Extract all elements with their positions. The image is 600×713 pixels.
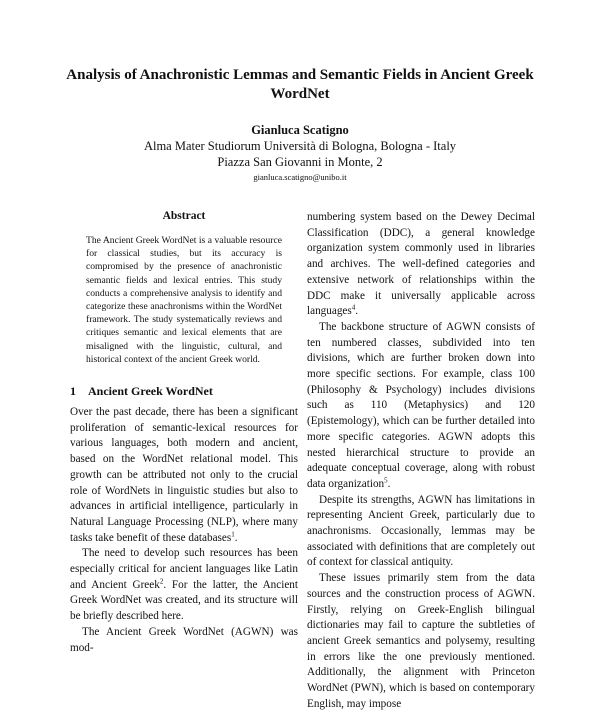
author-email: gianluca.scatigno@unibo.it	[253, 172, 347, 182]
paper-title: Analysis of Anachronistic Lemmas and Semantic Fields in Ancient Greek WordNet	[66, 67, 534, 102]
footnote-marker: 2	[159, 577, 164, 586]
section-number: 1	[70, 384, 76, 399]
paragraph	[307, 210, 535, 320]
footnote-marker: 5	[384, 476, 388, 485]
paragraph	[70, 625, 298, 656]
footnote-marker: 1	[231, 529, 235, 538]
author-affiliation: Alma Mater Studiorum Università di Bologna, Bologna - Italy	[143, 139, 457, 153]
author-name: Gianluca Scatigno	[251, 123, 349, 137]
paragraph-text: The backbone structure of AGWN consists of ten numbered classes, subdivided into ten divisions, which are further broken down into more specific sections. For example, class 100 (Philosophy & Psychology) includes divisions such as 110 (Metaphysics) and 120 (Epistemology), which can be further detailed into more specific categories. AGWN adopts this nested hierarchical structure to provide an adequate conceptual coverage, along with robust data organization	[307, 320, 535, 490]
paragraph-text: Over the past decade, there has been a significant proliferation of semantic-lexical resources for various languages, both modern and ancient, based on the WordNet relational model. This growth can be attributed not only to the crucial role of WordNets in linguistic studies but also to advances in artificial intelligence, particularly in Natural Language Processing (NLP), where many tasks take benefit of these databases	[70, 406, 298, 544]
right-column	[307, 210, 535, 713]
author-block	[60, 122, 540, 184]
paragraph-text: .	[355, 305, 359, 318]
section-title: Ancient Greek WordNet	[88, 384, 213, 399]
paragraph	[307, 320, 535, 493]
abstract-text: The Ancient Greek WordNet is a valuable resource for classical studies, but its accuracy is compromised by the presence of anachronistic semantic fields and lexical entries. This study conducts a comprehensive analysis to identify and categorize these anachronisms within the WordNet framework. The study systematically reviews and critiques semantic and lexical elements that are misaligned with the linguistic, cultural, and historical context of the ancient Greek world.	[86, 235, 282, 365]
paragraph-text: The Ancient Greek WordNet (AGWN) was mod-	[70, 625, 298, 654]
paragraph-text: . For the latter, the Ancient Greek WordNet was created, and its structure will be briefly described here.	[70, 578, 298, 623]
paragraph: Over the past decade, there has been a significant proliferation of semantic-lexical resources for various languages, both modern and ancient, based on the WordNet relational model. This growth can be attributed not only to the crucial role of WordNets in linguistic studies but also to advances in artificial intelligence, particularly in Natural Language Processing (NLP), where many tasks take benefit of these databases$^1$.	[70, 406, 298, 544]
author-address: Piazza San Giovanni in Monte, 2	[217, 155, 383, 169]
section-heading	[70, 384, 298, 399]
paragraph: These issues primarily stem from the data sources and the construction process of AGWN. Firstly, relying on Greek-English bilingual dictionaries may fail to capture the subtleties of ancient Greek semantics and polysemy, resulting in errors like the one previously mentioned. Additionally, the alignment with Princeton WordNet (PWN), which is based on contemporary English, may impose	[307, 572, 535, 710]
abstract-heading: Abstract	[162, 210, 206, 222]
paragraph: Despite its strengths, AGWN has limitations in representing Ancient Greek, particularly due to anachronisms. Occasionally, lemmas may be associated with definitions that are completely out of context for classical antiquity.	[307, 493, 535, 569]
footnote-marker: 4	[351, 303, 356, 312]
paragraph-text: The need to develop such resources has been especially critical for ancient languages like Latin and Ancient Greek	[70, 547, 298, 591]
paragraph-text: numbering system based on the Dewey Decimal Classification (DDC), a general knowledge organization system commonly used in libraries and archives. The well-defined categories and extensive network of relationships within the DDC make it universally applicable across languages	[307, 211, 535, 318]
left-column	[70, 210, 298, 656]
paragraph-text: .	[387, 477, 391, 490]
paragraph	[70, 546, 298, 625]
